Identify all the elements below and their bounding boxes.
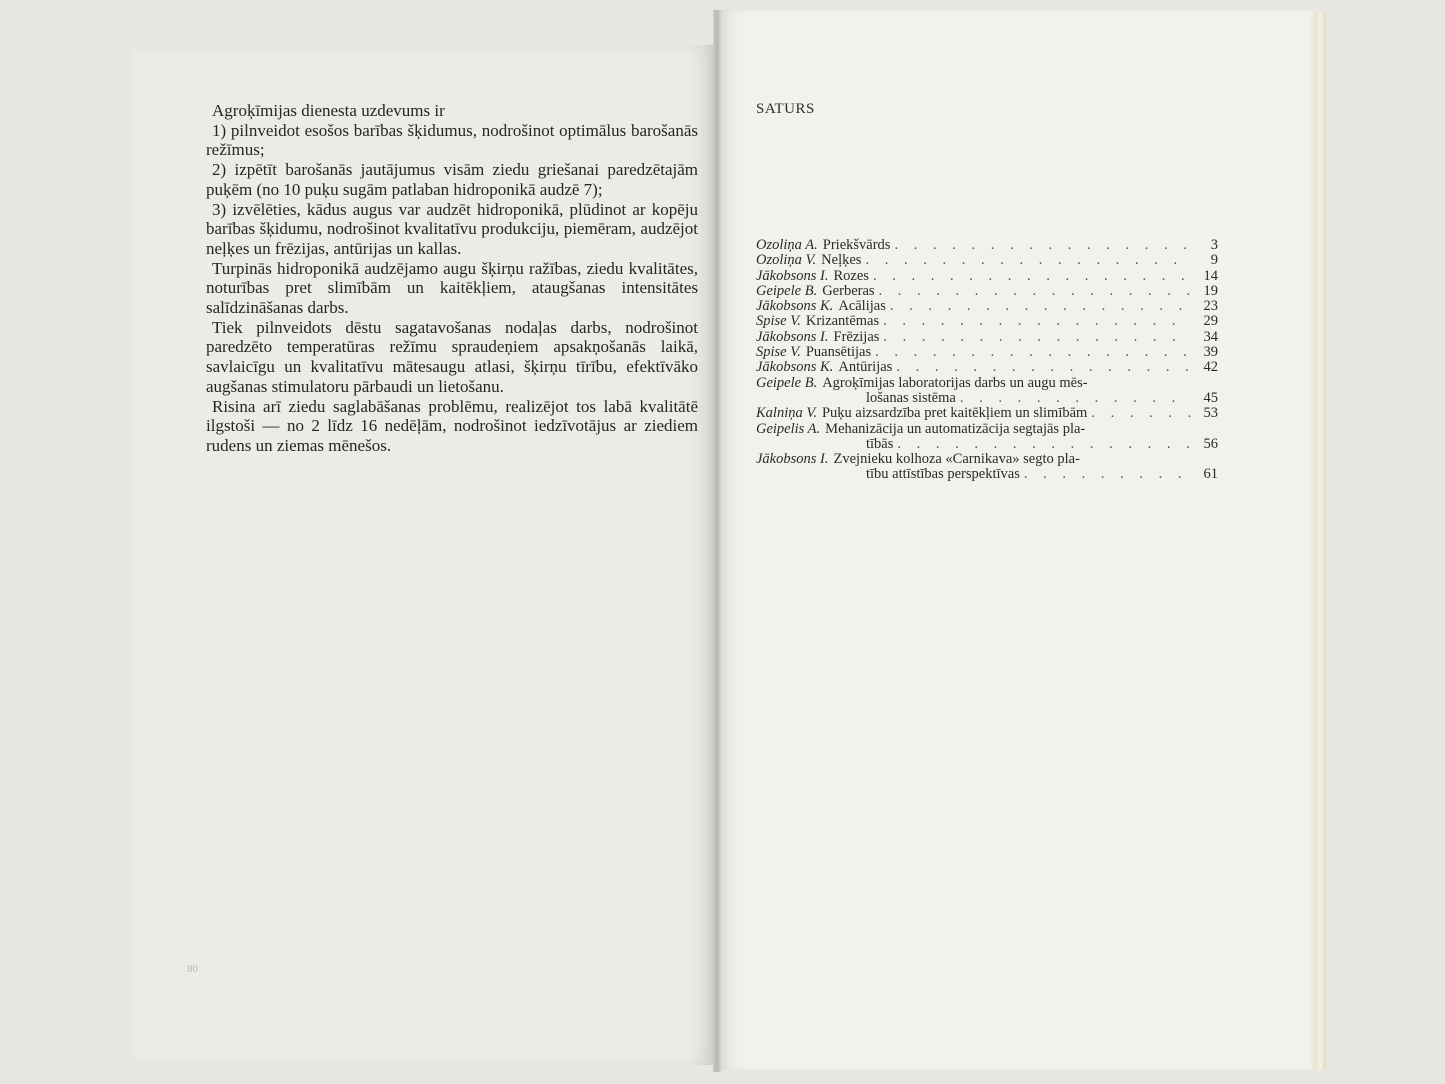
page-number: 80: [187, 963, 198, 975]
paragraph: Risina arī ziedu saglabāšanas problēmu, realizējot tos labā kvalitātē ilgstoši — no 2 līdz 16 nedēļām, nodrošinot iedzīvotājus ar ziediem rudens un ziemas mēnešos.: [206, 396, 698, 455]
toc-page-number: 19: [1203, 282, 1218, 299]
toc-leader-dots: [960, 391, 1192, 406]
toc-entry-title: Priekšvārds: [822, 237, 891, 253]
toc-entry-title: Puķu aizsardzība pret kaitēkļiem un slimībām: [821, 405, 1088, 422]
toc-entry-continuation: [756, 391, 1218, 406]
page-edges: [1310, 12, 1326, 1070]
paragraph: Agroķīmijas dienesta uzdevums ir: [212, 101, 445, 120]
toc-entry-title: Neļķes: [821, 252, 862, 269]
toc-entry: [756, 422, 1218, 437]
toc-leader-dots: [875, 345, 1192, 360]
toc-page-number: 9: [1210, 252, 1218, 269]
toc-leader-dots: [894, 238, 1192, 253]
toc-entry-title-cont: lošanas sistēma: [866, 389, 956, 406]
toc-author: Kalniņa V.: [756, 405, 817, 422]
toc-leader-dots: [1091, 406, 1192, 421]
toc-entry: [756, 406, 1218, 421]
toc-entry-title: Gerberas: [822, 282, 875, 299]
toc-entry-continuation: [756, 437, 1218, 452]
toc-author: Jākobsons I.: [756, 451, 829, 468]
toc-entry-title: Acālijas: [838, 298, 886, 315]
toc-author: Spise V.: [756, 344, 801, 361]
paragraph: Tiek pilnveidots dēstu sagatavošanas nodaļas darbs, nodrošinot paredzēto temperatūras režīmu spraudeņiem apsakņošanās laikā, savlaicīgu un kvalitatīvu mātesaugu atlasi, šķirņu tīrību, efektīvāko augšanas stimulatoru pārbaudi un lietošanu.: [206, 317, 698, 396]
toc-entry-title: Puansētijas: [805, 344, 872, 361]
toc-page-number: 45: [1203, 389, 1218, 406]
toc-author: Ozoliņa V.: [756, 252, 817, 269]
toc-entry: [756, 269, 1218, 284]
toc-leader-dots: [1024, 467, 1192, 482]
toc-entry-title: Zvejnieku kolhoza «Carnikava» segto pla-: [833, 451, 1080, 468]
toc-page-number: 29: [1203, 313, 1218, 330]
toc-page-number: 3: [1210, 237, 1218, 253]
toc-entry: [756, 452, 1218, 467]
toc-entry: [756, 238, 1218, 253]
toc-leader-dots: [883, 314, 1192, 329]
toc-author: Geipele B.: [756, 374, 818, 391]
toc-author: Geipele B.: [756, 282, 818, 299]
toc-page-number: 53: [1203, 405, 1218, 422]
toc-author: Jākobsons I.: [756, 328, 829, 345]
toc-entry: [756, 360, 1218, 375]
toc-entry: [756, 253, 1218, 268]
toc-author: Spise V.: [756, 313, 801, 330]
toc-entry: [756, 376, 1218, 391]
toc-entry: [756, 314, 1218, 329]
toc-leader-dots: [883, 330, 1192, 345]
paragraph: 2) izpētīt barošanās jautājumus visām ziedu griešanai paredzētajām puķēm (no 10 puķu sugām patlaban hidroponikā audzē 7);: [206, 160, 698, 199]
toc-page-number: 56: [1203, 435, 1218, 452]
toc-entry-title-cont: tībās: [866, 435, 894, 452]
toc-author: Geipelis A.: [756, 420, 821, 437]
toc-leader-dots: [897, 437, 1192, 452]
toc-title: SATURS: [756, 101, 815, 117]
toc-entry-title: Mehanizācija un automatizācija segtajās pla-: [825, 420, 1086, 437]
toc-entry: [756, 345, 1218, 360]
toc-entry-title: Antūrijas: [838, 359, 893, 376]
toc-author: Jākobsons K.: [756, 298, 834, 315]
toc-leader-dots: [865, 253, 1192, 268]
toc-page-number: 34: [1203, 328, 1218, 345]
toc-entry: [756, 299, 1218, 314]
toc-leader-dots: [896, 360, 1192, 375]
toc-entry-title: Agroķīmijas laboratorijas darbs un augu mēs-: [822, 374, 1088, 391]
paragraph: 1) pilnveidot esošos barības šķidumus, nodrošinot optimālus barošanās režīmus;: [206, 120, 698, 160]
book-gutter: [713, 10, 721, 1072]
toc-entry-continuation: [756, 467, 1218, 482]
toc-leader-dots: [890, 299, 1192, 314]
toc-author: Jākobsons I.: [756, 267, 829, 284]
toc-entry-title-cont: tību attīstības perspektīvas: [866, 466, 1020, 483]
toc-author: Jākobsons K.: [756, 359, 834, 376]
toc-author: Ozoliņa A.: [756, 237, 818, 253]
toc-page-number: 42: [1203, 359, 1218, 376]
toc-entry-title: Frēzijas: [833, 328, 880, 345]
toc-entry: [756, 284, 1218, 299]
right-page: [717, 10, 1317, 1070]
left-page-text: [206, 101, 698, 456]
toc-page-number: 39: [1203, 344, 1218, 361]
toc-entry-title: Krizantēmas: [805, 313, 880, 330]
table-of-contents: [756, 238, 1218, 483]
toc-entry: [756, 330, 1218, 345]
toc-leader-dots: [873, 269, 1192, 284]
toc-leader-dots: [879, 284, 1192, 299]
paragraph: Turpinās hidroponikā audzējamo augu šķirņu ražības, ziedu kvalitātes, noturības pret slimībām un kaitēkļiem, ataugšanas intensitātes salīdzināšanas darbs.: [206, 258, 698, 318]
toc-page-number: 14: [1203, 267, 1218, 284]
paragraph: 3) izvēlēties, kādus augus var audzēt hidroponikā, plūdinot ar kopēju barības šķidumu, nodrošinot kvalitatīvu produkciju, piemēram, audzējot neļķes un frēzijas, antūrijas un kallas.: [206, 199, 698, 258]
toc-entry-title: Rozes: [833, 267, 869, 284]
toc-page-number: 61: [1203, 466, 1218, 483]
toc-page-number: 23: [1203, 298, 1218, 315]
